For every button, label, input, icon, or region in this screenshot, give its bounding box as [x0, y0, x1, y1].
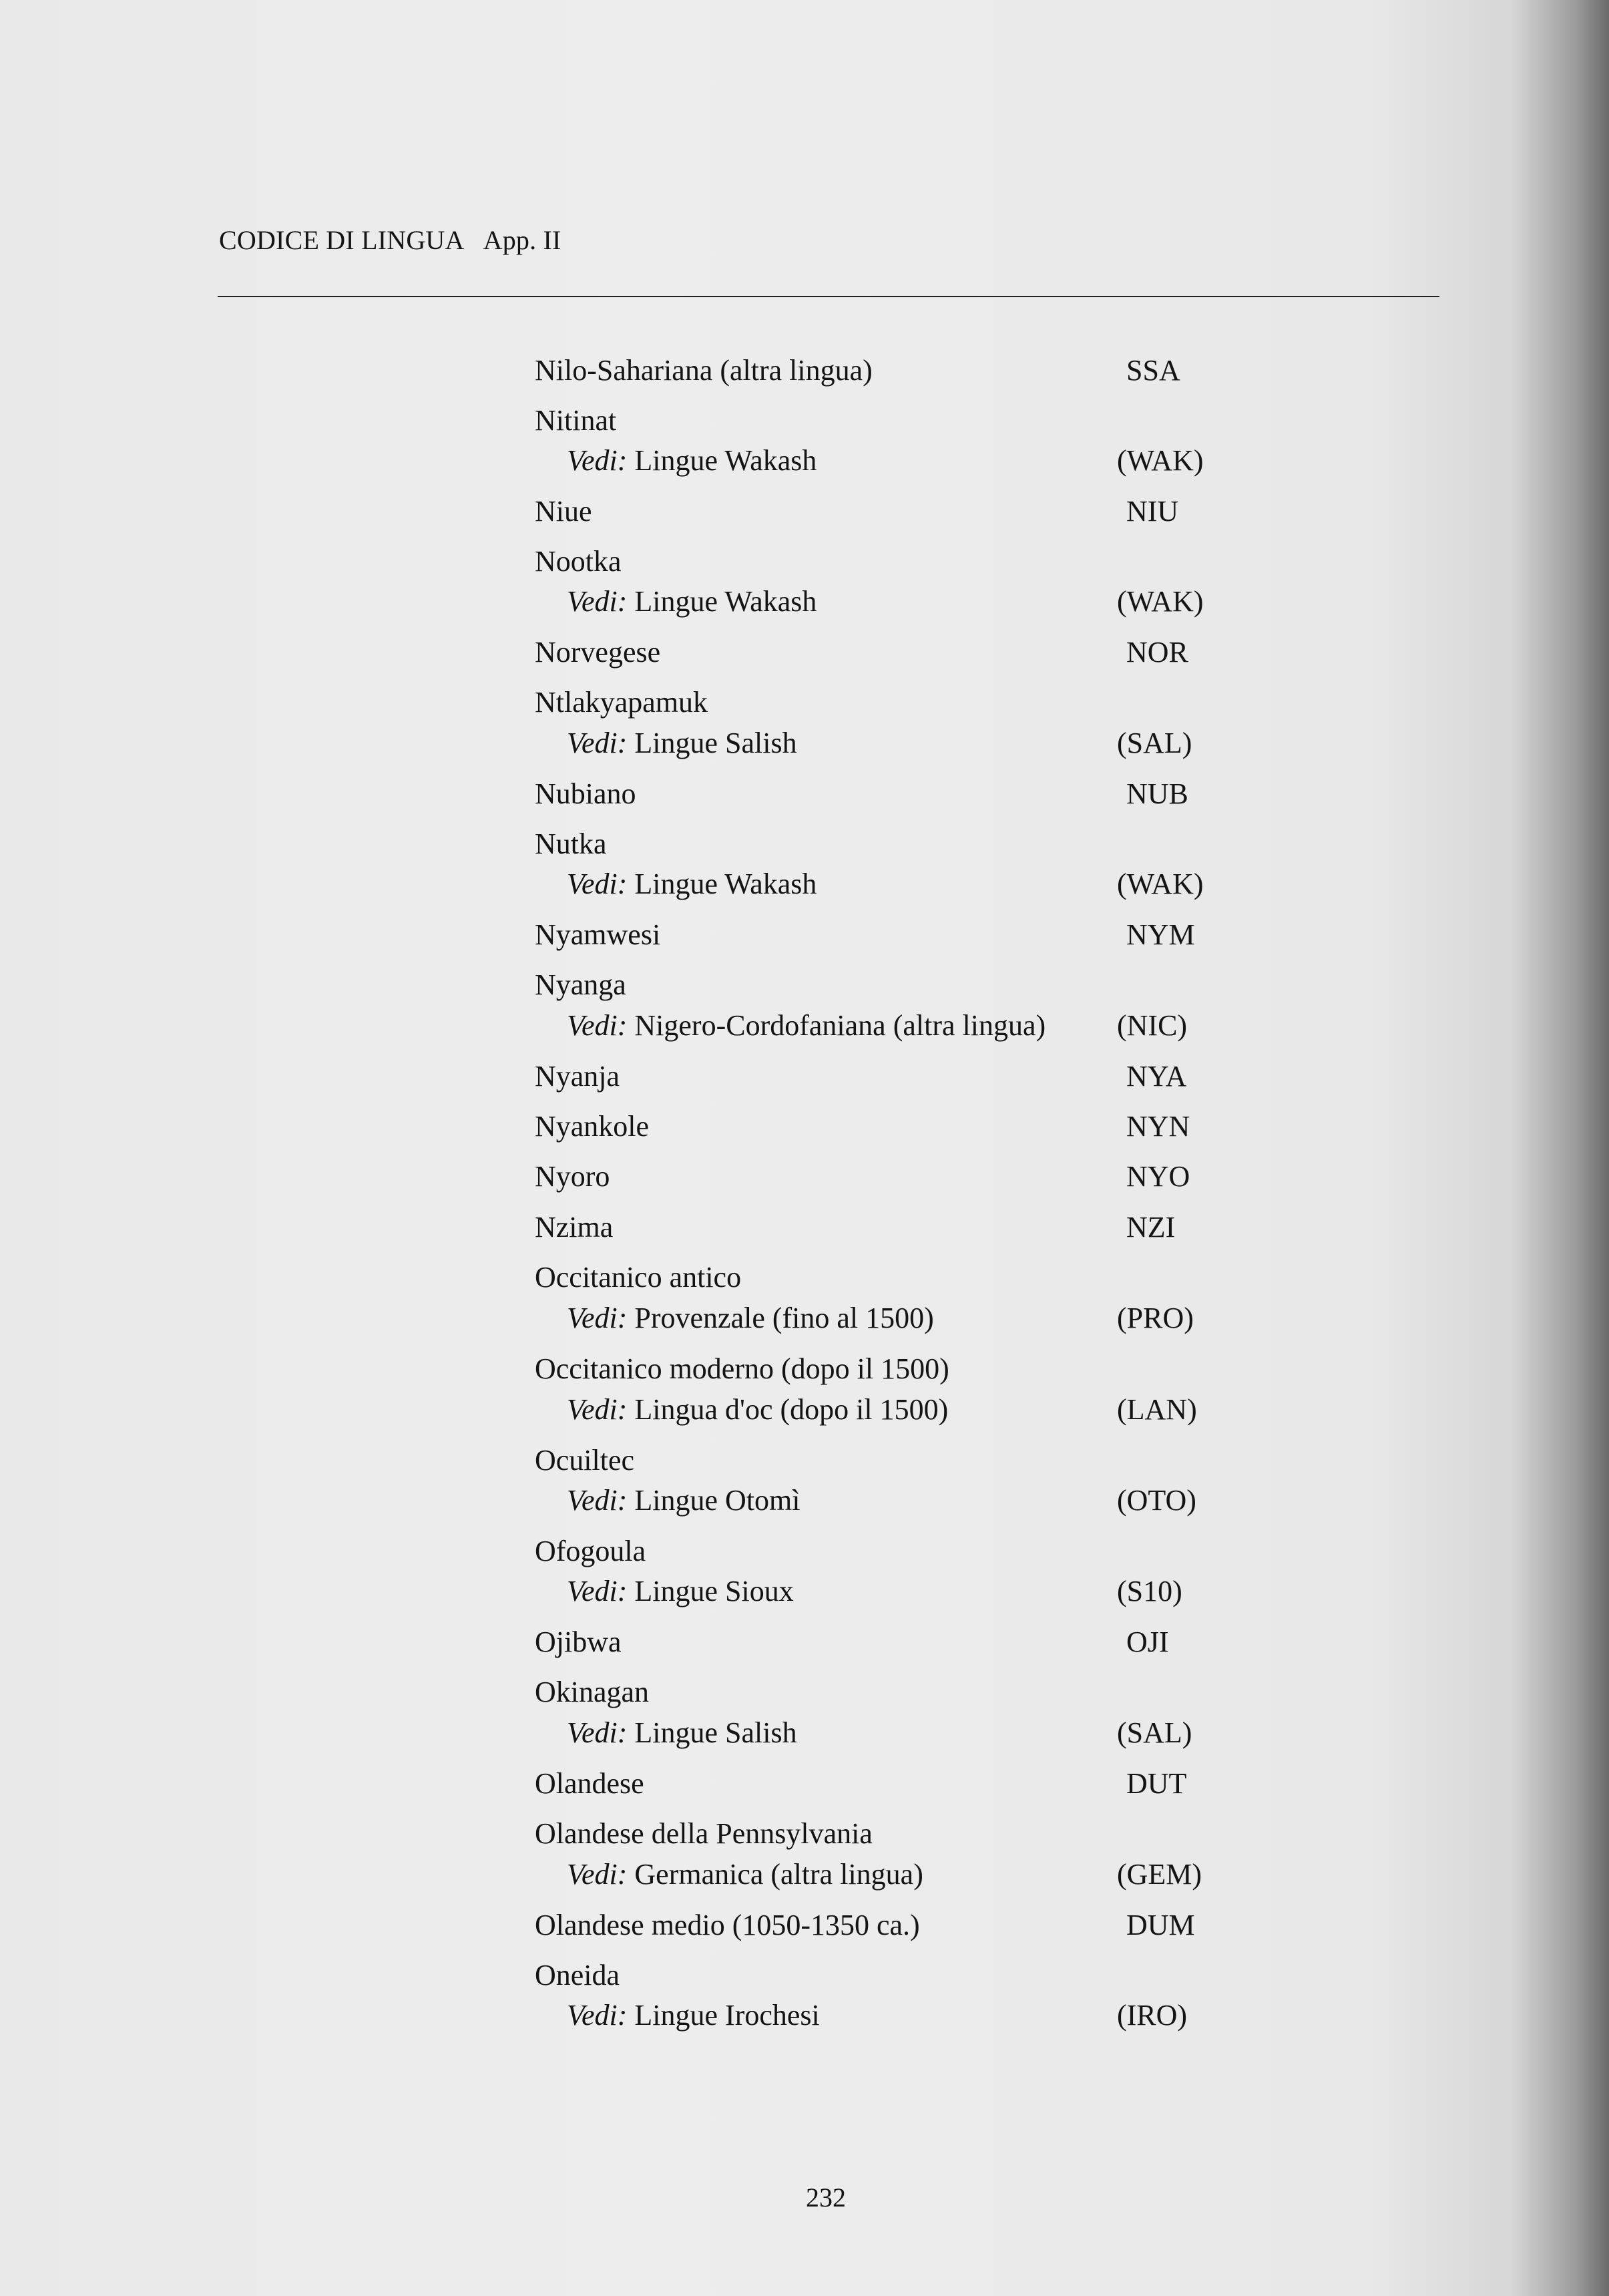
entry-term: Nyankole — [535, 1110, 650, 1143]
entry-term: Ntlakyapamuk — [535, 686, 708, 719]
see-target: Lingue Wakash — [634, 868, 817, 900]
see-label: Vedi: — [567, 1858, 628, 1891]
entry-term: Nootka — [535, 545, 622, 578]
page-number: 232 — [806, 2182, 846, 2213]
entry-term: Olandese medio (1050-1350 ca.) — [535, 1909, 920, 1941]
see-target: Lingue Sioux — [634, 1575, 794, 1607]
language-code: (WAK) — [1117, 585, 1204, 618]
language-code: NUB — [1126, 777, 1188, 810]
entry-term: Nitinat — [535, 404, 617, 437]
see-reference — [567, 1860, 923, 1889]
language-code: (WAK) — [1117, 444, 1204, 477]
language-code: (GEM) — [1117, 1858, 1202, 1891]
see-reference — [567, 587, 817, 616]
see-target: Provenzale (fino al 1500) — [634, 1302, 934, 1334]
entry-term: Niue — [535, 495, 592, 528]
see-label: Vedi: — [567, 1716, 628, 1749]
see-reference — [567, 729, 797, 758]
see-label: Vedi: — [567, 727, 628, 759]
entry-term: Okinagan — [535, 1676, 650, 1708]
see-target: Lingue Irochesi — [634, 1999, 820, 2032]
language-code: NYA — [1126, 1060, 1187, 1093]
entry-term: Nilo-Sahariana (altra lingua) — [535, 354, 873, 387]
language-code: (S10) — [1117, 1575, 1182, 1607]
see-target: Germanica (altra lingua) — [634, 1858, 923, 1891]
see-reference — [567, 1011, 1046, 1040]
language-code: NOR — [1126, 636, 1188, 668]
see-reference — [567, 1577, 794, 1606]
entry-term: Oneida — [535, 1959, 620, 1991]
entry-term: Ocuiltec — [535, 1444, 635, 1477]
see-reference — [567, 1718, 797, 1748]
see-reference — [567, 1395, 948, 1424]
language-code: (NIC) — [1117, 1009, 1188, 1042]
entry-term: Ofogoula — [535, 1535, 646, 1567]
see-target: Nigero-Cordofaniana (altra lingua) — [634, 1009, 1046, 1042]
language-code: NYN — [1126, 1110, 1190, 1143]
language-code: (IRO) — [1117, 1999, 1188, 2032]
language-code: OJI — [1126, 1625, 1169, 1658]
language-code: DUT — [1126, 1767, 1187, 1800]
language-code: (SAL) — [1117, 1716, 1192, 1749]
entry-term: Nzima — [535, 1211, 614, 1243]
entry-term: Nyamwesi — [535, 918, 661, 951]
see-label: Vedi: — [567, 1999, 628, 2032]
entry-term: Nyoro — [535, 1160, 610, 1193]
see-target: Lingue Wakash — [634, 585, 817, 618]
see-label: Vedi: — [567, 444, 628, 477]
entry-term: Occitanico moderno (dopo il 1500) — [535, 1352, 949, 1385]
see-reference — [567, 2001, 820, 2030]
language-code: (WAK) — [1117, 868, 1204, 900]
see-label: Vedi: — [567, 1484, 628, 1517]
entry-term: Nyanja — [535, 1060, 620, 1093]
entry-term: Nubiano — [535, 777, 636, 810]
see-target: Lingue Otomì — [634, 1484, 800, 1517]
entry-term: Ojibwa — [535, 1625, 622, 1658]
see-target: Lingue Salish — [634, 1716, 797, 1749]
see-reference — [567, 1486, 800, 1515]
see-target: Lingua d'oc (dopo il 1500) — [634, 1393, 949, 1426]
see-label: Vedi: — [567, 1393, 628, 1426]
see-label: Vedi: — [567, 1009, 628, 1042]
language-code: (SAL) — [1117, 727, 1192, 759]
see-reference — [567, 446, 817, 475]
entry-term: Norvegese — [535, 636, 661, 668]
language-code: (PRO) — [1117, 1302, 1194, 1334]
see-label: Vedi: — [567, 585, 628, 618]
language-code: NIU — [1126, 495, 1179, 528]
see-reference — [567, 1304, 934, 1333]
see-target: Lingue Salish — [634, 727, 797, 759]
see-label: Vedi: — [567, 1302, 628, 1334]
language-code: NYO — [1126, 1160, 1190, 1193]
see-target: Lingue Wakash — [634, 444, 817, 477]
entry-term: Olandese — [535, 1767, 644, 1800]
language-code: (LAN) — [1117, 1393, 1197, 1426]
language-code: NZI — [1126, 1211, 1176, 1243]
language-code: DUM — [1126, 1909, 1195, 1941]
entry-term: Occitanico antico — [535, 1261, 742, 1294]
running-head-section: App. II — [483, 225, 561, 255]
language-code: NYM — [1126, 918, 1195, 951]
language-code: SSA — [1126, 354, 1180, 387]
language-code: (OTO) — [1117, 1484, 1196, 1517]
entry-term: Nyanga — [535, 968, 626, 1001]
running-head-title: CODICE DI LINGUA — [219, 225, 465, 255]
see-reference — [567, 870, 817, 899]
entry-term: Nutka — [535, 827, 607, 860]
entry-term: Olandese della Pennsylvania — [535, 1817, 873, 1850]
see-label: Vedi: — [567, 868, 628, 900]
see-label: Vedi: — [567, 1575, 628, 1607]
